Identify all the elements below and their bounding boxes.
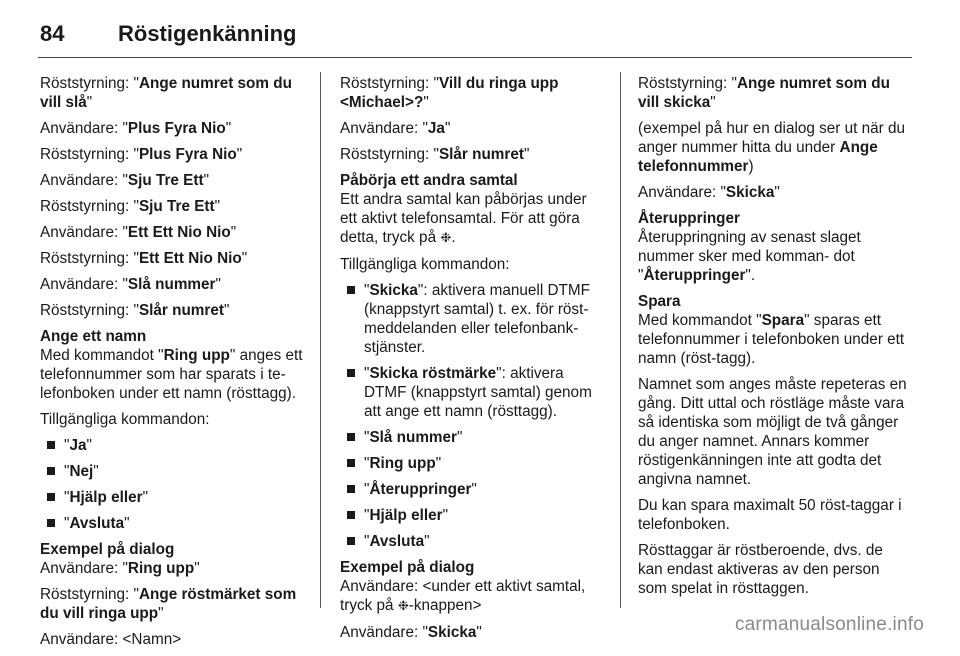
watermark: carmanualsonline.info: [734, 614, 924, 635]
list-item: "Hjälp eller": [40, 488, 306, 507]
dialog-line: Röststyrning: "Ange numret som du vill slå": [40, 75, 292, 111]
dialog-line: Användare: "Skicka": [638, 184, 780, 201]
list-item: "Slå nummer": [340, 428, 606, 447]
page-header: [40, 18, 296, 50]
paragraph: Med kommandot "Spara" sparas ett telefonnummer i telefonboken under ett namn (röst-tagg).: [638, 312, 905, 367]
section-heading: Påbörja ett andra samtal: [340, 172, 518, 189]
dialog-line: Röststyrning: "Slår numret": [340, 146, 530, 163]
list-item: "Hjälp eller": [340, 506, 606, 525]
dialog-line: Användare: "Ring upp": [40, 560, 200, 577]
column-3: [638, 74, 910, 605]
paragraph: Rösttaggar är röstberoende, dvs. de kan endast aktiveras av den person som spelat in rösttaggen.: [638, 542, 883, 597]
section-heading: Exempel på dialog: [40, 541, 175, 558]
dialog-line: Röststyrning: "Ange röstmärket som du vill ringa upp": [40, 586, 297, 622]
dialog-line: Användare: "Sju Tre Ett": [40, 172, 210, 189]
paragraph: Återuppringning av senast slaget nummer sker med komman- dot "Återuppringer".: [638, 229, 861, 284]
paragraph: Tillgängliga kommandon:: [40, 411, 210, 428]
column-divider-2: [620, 72, 621, 608]
page-number: 84: [40, 21, 65, 46]
list-item: "Ring upp": [340, 454, 606, 473]
section-heading: Ange ett namn: [40, 328, 147, 345]
dialog-line: Användare: "Plus Fyra Nio": [40, 120, 232, 137]
list-item: "Avsluta": [40, 514, 306, 533]
phone-icon: ❉: [440, 231, 452, 246]
column-2: [340, 74, 606, 649]
dialog-line: Användare: "Ja": [340, 120, 451, 137]
header-rule: [38, 57, 912, 58]
dialog-line: Användare: <Namn>: [40, 631, 182, 648]
section-heading: Spara: [638, 293, 681, 310]
paragraph: Ett andra samtal kan påbörjas under ett aktivt telefonsamtal. För att göra detta, tryck på ❉.: [340, 191, 587, 246]
list-item: "Ja": [40, 436, 306, 455]
section-heading: Återuppringer: [638, 210, 740, 227]
column-1: [40, 74, 306, 656]
dialog-line: Användare: "Slå nummer": [40, 276, 221, 293]
dialog-line: Röststyrning: "Vill du ringa upp <Michael>?": [340, 75, 559, 111]
paragraph: Du kan spara maximalt 50 röst-taggar i telefonboken.: [638, 497, 902, 533]
paragraph: (exempel på hur en dialog ser ut när du anger nummer hitta du under Ange telefonnummer): [638, 120, 906, 175]
list-item: "Skicka": aktivera manuell DTMF (knappstyrt samtal) t. ex. för röst- meddelanden eller telefonbank- stjänster.: [340, 281, 606, 357]
list-item: "Nej": [40, 462, 306, 481]
paragraph: Med kommandot "Ring upp" anges ett telefonnummer som har sparats i te- lefonboken under ett namn (rösttagg).: [40, 347, 303, 402]
dialog-line: Röststyrning: "Ange numret som du vill skicka": [638, 75, 890, 111]
dialog-line: Användare: "Skicka": [340, 624, 482, 641]
list-item: "Avsluta": [340, 532, 606, 551]
section-heading: Exempel på dialog: [340, 559, 475, 576]
dialog-line: Röststyrning: "Ett Ett Nio Nio": [40, 250, 248, 267]
chapter-title: Röstigenkänning: [118, 21, 297, 46]
paragraph: Tillgängliga kommandon:: [340, 256, 510, 273]
list-item: "Skicka röstmärke": aktivera DTMF (knappstyrt samtal) genom att ange ett namn (rösttagg).: [340, 364, 606, 421]
dialog-line: Röststyrning: "Slår numret": [40, 302, 230, 319]
column-divider-1: [320, 72, 321, 608]
dialog-line: Röststyrning: "Sju Tre Ett": [40, 198, 221, 215]
list-item: "Återuppringer": [340, 480, 606, 499]
dialog-line: Röststyrning: "Plus Fyra Nio": [40, 146, 243, 163]
command-list: [340, 281, 606, 551]
command-list: [40, 436, 306, 533]
paragraph: Namnet som anges måste repeteras en gång. Ditt uttal och röstläge måste vara så identiska som möjligt de två gånger du anger namnet. Annars kommer röstigenkänningen inte att godta det angivna namnet.: [638, 376, 907, 488]
dialog-line: Användare: "Ett Ett Nio Nio": [40, 224, 237, 241]
dialog-line: Användare: <under ett aktivt samtal, tryck på ❉-knappen>: [340, 578, 586, 614]
phone-icon: ❉: [397, 599, 409, 614]
